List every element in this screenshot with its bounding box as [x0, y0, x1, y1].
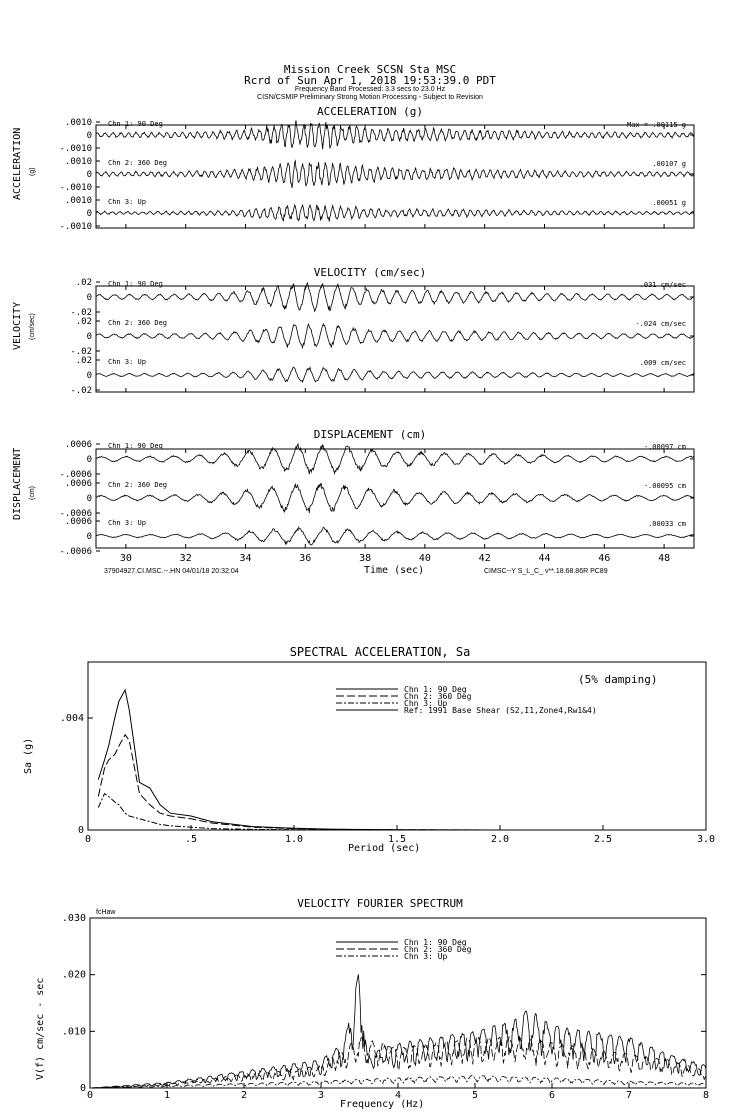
y-tick-label: .0006: [64, 479, 92, 489]
channel-label: Chn 2: 360 Deg: [108, 319, 168, 327]
header-disclaimer: CISN/CSMIP Preliminary Strong Motion Processing - Subject to Revision: [257, 94, 483, 101]
header-station: Mission Creek SCSN Sta MSC: [283, 63, 457, 76]
time-tick-label: 48: [658, 553, 671, 564]
peak-value-label: -.024 cm/sec: [635, 320, 686, 328]
displacement-side-label: DISPLACEMENT: [12, 447, 23, 520]
displacement-unit-label: (cm): [29, 486, 36, 500]
peak-value-label: .031 cm/sec: [639, 281, 686, 289]
fourier-x-tick-label: 2: [240, 1090, 248, 1101]
fourier-x-tick-label: 1: [163, 1090, 171, 1101]
y-tick-label: -.0010: [59, 183, 92, 193]
y-tick-label: .0010: [64, 157, 92, 167]
y-tick-label: .0006: [64, 440, 92, 450]
waveform-trace: [96, 324, 694, 348]
fourier-y-tick-label: .030: [61, 913, 86, 924]
waveform-trace: [96, 161, 694, 188]
fourier-corner-label: fcHaw: [96, 909, 116, 916]
header-record: Rcrd of Sun Apr 1, 2018 19:53:39.0 PDT: [244, 74, 496, 87]
fourier-title: VELOCITY FOURIER SPECTRUM: [297, 897, 463, 910]
y-tick-label: -.0006: [59, 547, 92, 557]
y-tick-label: 0: [86, 494, 92, 504]
channel-label: Chn 1: 90 Deg: [108, 442, 163, 450]
y-tick-label: .0010: [64, 118, 92, 128]
displacement-title: DISPLACEMENT (cm): [313, 428, 427, 441]
fourier-legend-label: Chn 1: 90 Deg: [404, 938, 467, 947]
channel-label: Chn 2: 360 Deg: [108, 159, 168, 167]
fourier-y-tick-label: 0: [79, 1083, 86, 1094]
waveform-trace: [96, 205, 694, 222]
sa-x-tick-label: 1.5: [387, 834, 407, 845]
channel-label: Chn 2: 360 Deg: [108, 481, 168, 489]
sa-x-tick-label: 2.5: [593, 834, 613, 845]
velocity-unit-label: (cm/sec): [29, 313, 36, 340]
fourier-x-tick-label: 3: [317, 1090, 325, 1101]
time-series-frame: [96, 449, 694, 548]
fourier-xlabel: Frequency (Hz): [340, 1099, 425, 1110]
waveform-trace: [96, 483, 694, 513]
y-tick-label: .02: [75, 278, 92, 288]
velocity-title: VELOCITY (cm/sec): [313, 266, 427, 279]
y-tick-label: -.02: [70, 386, 92, 396]
fourier-x-tick-label: 8: [702, 1090, 710, 1101]
damping-annotation: (5% damping): [578, 673, 658, 686]
time-tick-label: 46: [598, 553, 611, 564]
y-tick-label: -.0006: [59, 470, 92, 480]
peak-value-label: .00107 g: [652, 160, 686, 168]
peak-value-label: .009 cm/sec: [639, 359, 686, 367]
time-tick-label: 40: [418, 553, 431, 564]
y-tick-label: 0: [86, 170, 92, 180]
y-tick-label: -.02: [70, 347, 92, 357]
y-tick-label: 0: [86, 532, 92, 542]
record-footer-left: 37904927.CI.MSC.--.HN 04/01/18 20:32:04: [104, 568, 239, 575]
fourier-y-tick-label: .010: [61, 1026, 86, 1038]
fourier-x-tick-label: 5: [471, 1090, 479, 1101]
time-tick-label: 34: [239, 553, 252, 564]
time-axis-label: Time (sec): [364, 565, 425, 576]
y-tick-label: .02: [75, 317, 92, 327]
sa-x-tick-label: 2.0: [490, 834, 510, 845]
fourier-ylabel: V(f) cm/sec - sec: [35, 977, 46, 1080]
y-tick-label: -.02: [70, 308, 92, 318]
sa-x-tick-label: 3.0: [696, 834, 716, 845]
sa-series-line: [98, 794, 706, 830]
sa-frame: [88, 662, 706, 830]
sa-series-line: [98, 690, 706, 830]
peak-value-label: .00033 cm: [648, 520, 686, 528]
fourier-legend-label: Chn 2: 360 Deg: [404, 945, 472, 954]
sa-legend-label: Chn 3: Up: [404, 699, 448, 708]
channel-label: Chn 1: 90 Deg: [108, 120, 163, 128]
y-tick-label: 0: [86, 332, 92, 342]
fourier-x-tick-label: 0: [86, 1090, 94, 1101]
y-tick-label: .0010: [64, 196, 92, 206]
channel-label: Chn 1: 90 Deg: [108, 280, 163, 288]
fourier-x-tick-label: 7: [625, 1090, 633, 1101]
y-tick-label: -.0010: [59, 144, 92, 154]
waveform-trace: [96, 367, 694, 382]
sa-y-tick-label: .004: [59, 713, 84, 724]
peak-value-label: -.00095 cm: [643, 482, 686, 490]
y-tick-label: .02: [75, 356, 92, 366]
header-band: Frequency Band Processed: 3.3 secs to 23.0 Hz: [294, 86, 446, 93]
y-tick-label: 0: [86, 209, 92, 219]
fourier-series-line: [90, 974, 706, 1088]
sa-legend-label: Ref: 1991 Base Shear (S2,I1,Zone4,Rw1&4): [404, 706, 597, 715]
fourier-y-tick-label: .020: [61, 969, 86, 981]
time-tick-label: 36: [299, 553, 312, 564]
y-tick-label: 0: [86, 371, 92, 381]
waveform-trace: [96, 444, 694, 474]
time-tick-label: 32: [179, 553, 192, 564]
time-tick-label: 42: [478, 553, 491, 564]
peak-value-label: -.00097 cm: [643, 443, 686, 451]
record-footer-right: CIMSC--Y S_L_C_ v**.18.68.86R PC89: [484, 568, 608, 575]
acceleration-title: ACCELERATION (g): [317, 105, 423, 118]
sa-xlabel: Period (sec): [348, 843, 421, 854]
y-tick-label: 0: [86, 455, 92, 465]
sa-legend-label: Chn 1: 90 Deg: [404, 685, 467, 694]
sa-ylabel: Sa (g): [23, 737, 34, 774]
sa-x-tick-label: .5: [184, 834, 198, 845]
peak-value-label: .00051 g: [652, 199, 686, 207]
time-tick-label: 44: [538, 553, 551, 564]
fourier-x-tick-label: 4: [394, 1090, 402, 1101]
fourier-x-tick-label: 6: [548, 1090, 556, 1101]
y-tick-label: .0006: [64, 517, 92, 527]
acceleration-side-label: ACCELERATION: [12, 127, 23, 200]
sa-x-tick-label: 1.0: [284, 834, 304, 845]
time-tick-label: 30: [119, 553, 132, 564]
y-tick-label: 0: [86, 293, 92, 303]
acceleration-unit-label: (g): [29, 167, 36, 176]
sa-legend-label: Chn 2: 360 Deg: [404, 692, 472, 701]
peak-value-label: Max = .00115 g: [626, 121, 686, 129]
fourier-frame: [90, 918, 706, 1088]
y-tick-label: -.0006: [59, 509, 92, 519]
time-series-frame: [96, 286, 694, 392]
y-tick-label: -.0010: [59, 222, 92, 232]
velocity-side-label: VELOCITY: [12, 301, 23, 350]
spectral-acceleration-title: SPECTRAL ACCELERATION, Sa: [289, 645, 471, 659]
sa-y-tick-label: 0: [77, 825, 84, 836]
time-tick-label: 38: [359, 553, 372, 564]
channel-label: Chn 3: Up: [108, 519, 146, 527]
channel-label: Chn 3: Up: [108, 358, 146, 366]
fourier-legend-label: Chn 3: Up: [404, 952, 448, 961]
y-tick-label: 0: [86, 131, 92, 141]
channel-label: Chn 3: Up: [108, 198, 146, 206]
sa-x-tick-label: 0: [84, 834, 92, 845]
waveform-trace: [96, 527, 694, 545]
